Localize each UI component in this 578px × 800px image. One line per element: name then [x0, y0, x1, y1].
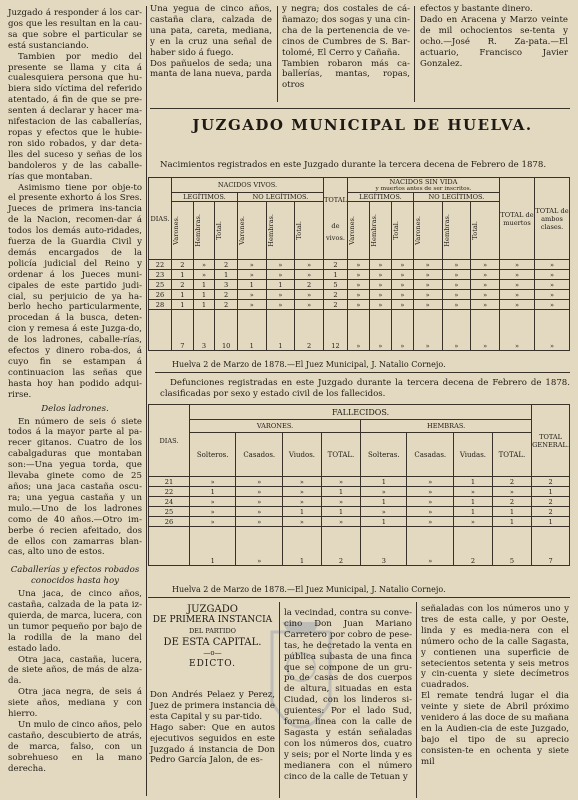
paragraph: Tambien por medio del presente se llama y cita á cualesquiera persona que hu-biera sido víctima del referido atentado, á fin de que se pre-senten á declarar y hacer ma-nifestacion de las caballerías, ropas y efectos que le hubie-ron sido robados, y dar deta-lles del suceso y señas de los bandoleros y de las caballe-rías que montaban. — [8, 51, 142, 182]
table-cell: » — [454, 517, 493, 527]
table-cell: » — [190, 507, 236, 517]
table-cell: 1 — [237, 310, 266, 351]
deaths-subheader: TOTAL. — [321, 433, 360, 477]
table-cell: » — [471, 270, 500, 280]
births-subheader: Varones. — [237, 202, 266, 260]
table-cell: » — [471, 260, 500, 270]
table-cell: » — [369, 280, 391, 290]
births-row — [149, 300, 570, 310]
paragraph: Otra jaca, castaña, lucera, de siete años, de más de alza-da. — [8, 654, 142, 687]
table-cell: » — [236, 507, 283, 517]
deaths-header-dias: DIAS. — [149, 405, 190, 477]
table-cell: 1 — [321, 487, 360, 497]
deaths-subheader: TOTAL. — [492, 433, 531, 477]
table-cell: 2 — [295, 310, 324, 351]
table-cell: » — [407, 477, 454, 487]
births-header-total-vivos: TOTAL de vivos. — [323, 178, 347, 260]
table-cell: » — [535, 280, 570, 290]
table-cell: 2 — [323, 290, 347, 300]
table-cell: » — [500, 270, 535, 280]
table-cell: » — [413, 310, 442, 351]
births-subheader: Total. — [215, 202, 238, 260]
deaths-intro: Defunciones registradas en este Juzgado durante la tercera decena de Febrero de 1878. clasificadas por sexo y estado civil de los fallecidos. — [160, 378, 570, 399]
table-cell: 1 — [283, 507, 322, 517]
table-cell: » — [535, 300, 570, 310]
table-cell: 1 — [266, 310, 295, 351]
edict-title-capital: DE ESTA CAPITAL. — [163, 637, 262, 648]
births-row — [149, 290, 570, 300]
table-cell: » — [500, 290, 535, 300]
table-cell: 1 — [361, 477, 407, 487]
table-cell: 1 — [532, 517, 570, 527]
table-cell: » — [347, 310, 369, 351]
column-rule-top-1 — [277, 6, 278, 102]
paragraph: En número de seis ó siete todos á la mayor parte al pa-recer gitanos. Cuatro de los cabalgaduras que montaban son:—Una yegua torda, que llevaba ginete como de 25 años; una jaca castaña oscu-ra; una yegua castaña y un mulo.—Uno de los ladrones como de 40 años.—Otro im-berbe ó recien afeitado, dos de ellos con zamarras blan-cas, alto uno de estos. — [8, 416, 142, 558]
table-cell: » — [454, 487, 493, 497]
births-subheader: Hembras. — [369, 202, 391, 260]
births-header-dias: DIAS. — [149, 178, 172, 260]
table-cell: 26 — [149, 517, 190, 527]
table-cell: » — [492, 487, 531, 497]
table-cell: 5 — [323, 280, 347, 290]
deaths-table — [148, 404, 570, 566]
table-cell: » — [391, 260, 413, 270]
edict-title-edicto: EDICTO. — [189, 659, 236, 669]
top-column-2: Una yegua de cinco años, castaña clara, calzada de una pata, careta, mediana, y en la cruz una señal de haber sido á fuego. Dos pañuelos de seda; una manta de lana nueva, parda — [150, 4, 272, 80]
deaths-row — [149, 477, 570, 487]
paragraph: Juzgado á responder á los car-gos que les resultan en la cau-sa que sobre el particular se está sustanciando. — [8, 8, 142, 51]
deaths-row — [149, 517, 570, 527]
deaths-underline — [148, 597, 570, 598]
table-cell: » — [361, 487, 407, 497]
heading-ladrones: Delos ladrones. — [41, 403, 109, 414]
births-header-total-muertos: TOTAL de muertos — [500, 178, 535, 260]
table-cell: 2 — [323, 300, 347, 310]
table-cell: » — [283, 497, 322, 507]
table-cell: » — [442, 300, 471, 310]
table-cell: 1 — [193, 300, 215, 310]
table-cell: 1 — [283, 527, 322, 566]
bottom-column-3: la vecindad, contra su conve-cino Don Juan Mariano Carretero por cobro de pese-tas, he decretado la venta en pública subasta de una finca que se compone de un gru-po de casas de dos cuerpos de altura, situadas en esta Ciudad, con los linderos si-guientes: Por el lado Sud, forma linea con la calle de Sagasta y están señaladas con los números dos, cuatro y seis; por el Norte linda y es medianera con el número cinco de la calle de Tetuan y — [284, 608, 412, 782]
table-cell: » — [361, 507, 407, 517]
table-cell: » — [190, 517, 236, 527]
table-cell: 2 — [215, 300, 238, 310]
table-cell: » — [442, 260, 471, 270]
table-cell: » — [347, 270, 369, 280]
table-cell: » — [321, 517, 360, 527]
paragraph: Un mulo de cinco años, pelo castaño, descubierto de atrás, de marca, falso, con un sobrehueso en la mano derecha. — [8, 720, 142, 774]
table-cell: 1 — [492, 517, 531, 527]
top-column-3: y negra; dos costales de cá-ñamazo; dos sogas y una cin-cha de la pertenencia de ve-cinos de Cumbres de S. Bar-tolomé, El Cerro y Cañaña. Tambien robaron más ca-ballerías, mantas, ropas, otros — [282, 4, 410, 91]
deaths-row — [149, 487, 570, 497]
births-row — [149, 260, 570, 270]
paragraph: Una jaca, de cinco años, castaña, calzada de la pata iz-quierda, de marca, lucera, con un tumor pequeño por bajo de la rodilla de la mano del estado lado. — [8, 589, 142, 654]
table-cell: 2 — [323, 260, 347, 270]
table-cell: » — [236, 527, 283, 566]
table-cell: 1 — [172, 270, 194, 280]
deaths-subheader: Viudas. — [454, 433, 493, 477]
table-cell: » — [266, 260, 295, 270]
deaths-subheader: Solteros. — [190, 433, 236, 477]
table-cell: 2 — [492, 497, 531, 507]
paragraph: Otra jaca negra, de seis á siete años, mediana y con hierro. — [8, 687, 142, 720]
table-cell: 1 — [190, 527, 236, 566]
table-cell: 2 — [532, 507, 570, 517]
table-cell: » — [295, 260, 324, 270]
table-cell: 2 — [215, 260, 238, 270]
table-cell: » — [236, 477, 283, 487]
table-cell: » — [236, 497, 283, 507]
edict-body: Don Andrés Pelaez y Perez, Juez de primera instancia de esta Capital y su par-tido. Hago saber: Que en autos ejecutivos seguidos en este Juzgado á instancia de Don Pedro García Jalon, de es- — [150, 690, 276, 766]
table-cell: » — [442, 310, 471, 351]
table-cell — [149, 310, 172, 351]
bottom-column-4: señaladas con los números uno y tres de esta calle, y por Oeste, linda y es media-nera con el número ocho de la calle Sagasta, y contienen una superficie de setecientos setenta y seis metros y cin-cuenta y siete decímetros cuadrados. El remate tendrá lugar el dia veinte y siete de Abril próximo venidero á las doce de su mañana en la Audien-cia de este Juzgado, bajo el tipo de su aprecio consisten-te en ochenta y siete mil — [421, 604, 569, 767]
column-rule-left — [146, 6, 147, 796]
births-subheader: Varones. — [172, 202, 194, 260]
table-cell: 2 — [321, 527, 360, 566]
table-cell: » — [391, 290, 413, 300]
table-cell: 2 — [172, 260, 194, 270]
table-cell: 2 — [215, 290, 238, 300]
births-table — [148, 177, 570, 351]
table-cell: 1 — [266, 280, 295, 290]
table-cell: » — [266, 290, 295, 300]
table-cell: 1 — [361, 497, 407, 507]
table-cell: » — [391, 270, 413, 280]
births-subheader: Hembras. — [193, 202, 215, 260]
table-cell: 10 — [215, 310, 238, 351]
table-cell: » — [237, 270, 266, 280]
table-cell: » — [295, 270, 324, 280]
left-column-bottom-text — [8, 589, 142, 774]
births-row — [149, 270, 570, 280]
table-cell: » — [500, 300, 535, 310]
table-cell: 1 — [215, 270, 238, 280]
table-cell: » — [442, 280, 471, 290]
table-cell: 1 — [321, 507, 360, 517]
deaths-subheader: Casadas. — [407, 433, 454, 477]
table-cell: 2 — [492, 477, 531, 487]
table-cell: 2 — [454, 527, 493, 566]
table-cell: » — [391, 310, 413, 351]
deaths-header-hembras: HEMBRAS. — [361, 420, 532, 433]
table-cell: » — [442, 290, 471, 300]
table-cell: » — [407, 487, 454, 497]
table-cell: » — [321, 497, 360, 507]
table-cell: 2 — [532, 497, 570, 507]
table-cell: » — [237, 260, 266, 270]
births-header-legit: LEGÍTIMOS. — [172, 193, 238, 202]
table-cell: 1 — [454, 507, 493, 517]
table-cell: » — [407, 507, 454, 517]
table-cell: » — [347, 300, 369, 310]
births-subheader: Hembras. — [442, 202, 471, 260]
table-cell: 1 — [454, 477, 493, 487]
births-subheader: Total. — [295, 202, 324, 260]
births-subheader: Varones. — [347, 202, 369, 260]
table-cell: 25 — [149, 507, 190, 517]
births-signature: Huelva 2 de Marzo de 1878.—El Juez Municipal, J. Natalio Cornejo. — [172, 360, 446, 369]
table-cell: 3 — [361, 527, 407, 566]
births-header-legit-2: LEGÍTIMOS. — [347, 193, 413, 202]
deaths-header-fallecidos: FALLECIDOS. — [190, 405, 532, 420]
table-cell: » — [266, 300, 295, 310]
table-cell: » — [413, 280, 442, 290]
table-cell: 22 — [149, 487, 190, 497]
paragraph: Asimismo tiene por obje-to el presente exhorto á los Sres. Jueces de primera ins-tancia de la Nacion, recomen-dar á todos los demás auto-ridades, fuerza de la Guardia Civil y demás encargados de la policía judicial del Reino y ordenar á los Jueces muni-cipales de este partido judi-cial, su perjuicio de ya ha-berlo hecho particularmente, procedan á la busca, deten-cion y remesa á este Juzga-do, de los ladrones, caballe-rías, efectos y dinero roba-dos, á cuyo fin se estampan á continuacion las señas que hasta hoy han podido adqui-rirse. — [8, 182, 142, 400]
column-rule-top-2 — [414, 6, 415, 102]
table-cell: » — [407, 497, 454, 507]
table-cell: 2 — [295, 280, 324, 290]
edict-title-partido: DEL PARTIDO — [188, 627, 237, 635]
table-cell: » — [369, 310, 391, 351]
deaths-subheader: Solteras. — [361, 433, 407, 477]
births-header-total-ambos: TOTAL de ambos clases. — [535, 178, 570, 260]
table-cell: » — [190, 497, 236, 507]
deaths-totals-row — [149, 527, 570, 566]
deaths-subheader: Casados. — [236, 433, 283, 477]
births-totals-row — [149, 310, 570, 351]
table-cell: » — [369, 290, 391, 300]
table-cell: » — [500, 280, 535, 290]
births-header-nolegit: NO LEGÍTIMOS. — [237, 193, 323, 202]
table-cell: » — [535, 310, 570, 351]
table-cell: 1 — [454, 497, 493, 507]
table-cell: » — [236, 517, 283, 527]
table-cell: 24 — [149, 497, 190, 507]
table-cell — [149, 527, 190, 566]
table-cell: » — [471, 310, 500, 351]
table-cell: » — [236, 487, 283, 497]
births-header-sinvida: NACIDOS SIN VIDA y muertos antes de ser inscritos. — [347, 178, 499, 193]
table-cell: 26 — [149, 290, 172, 300]
table-cell: » — [369, 270, 391, 280]
edict-header: JUZGADO DE PRIMERA INSTANCIA DEL PARTIDO DE ESTA CAPITAL. —o— EDICTO. — [150, 604, 275, 670]
table-cell: » — [237, 290, 266, 300]
left-column-top-text — [8, 8, 142, 401]
section-rule-top — [150, 108, 570, 109]
deaths-header-total-general: TOTAL GENERAL. — [532, 405, 570, 477]
edict-title-instancia: DE PRIMERA INSTANCIA — [152, 615, 273, 625]
table-cell: 1 — [532, 487, 570, 497]
births-subheader: Total. — [471, 202, 500, 260]
table-cell: 1 — [193, 280, 215, 290]
deaths-subheader: Viudos. — [283, 433, 322, 477]
table-cell: » — [369, 300, 391, 310]
births-header-nolegit-2: NO LEGÍTIMOS. — [413, 193, 499, 202]
table-cell: 2 — [172, 280, 194, 290]
table-cell: » — [295, 300, 324, 310]
table-cell: 1 — [492, 507, 531, 517]
table-cell: 7 — [532, 527, 570, 566]
births-intro: Nacimientos registrados en este Juzgado durante la tercera decena de Febrero de 1878. — [160, 160, 547, 170]
table-cell: » — [413, 270, 442, 280]
table-cell: » — [471, 290, 500, 300]
table-cell: » — [193, 270, 215, 280]
column-rule-bottom-2 — [416, 602, 417, 798]
table-cell: 28 — [149, 300, 172, 310]
table-cell: 1 — [172, 300, 194, 310]
table-cell: » — [500, 260, 535, 270]
births-header-vivos: NACIDOS VIVOS. — [172, 178, 324, 193]
table-cell: » — [391, 280, 413, 290]
top-column-4: efectos y bastante dinero. Dado en Aracena y Marzo veinte de mil ochocientos se-tenta y ocho.—José R. Za-pata.—El actuario, Francisco Javier Gonzalez. — [420, 4, 568, 69]
table-cell: » — [413, 290, 442, 300]
births-subheader: Varones. — [413, 202, 442, 260]
births-underline — [155, 372, 570, 373]
table-cell: » — [283, 477, 322, 487]
edict-title-juzgado: JUZGADO — [187, 604, 238, 615]
table-cell: » — [442, 270, 471, 280]
table-cell: » — [535, 270, 570, 280]
table-cell: » — [407, 527, 454, 566]
table-cell: » — [391, 300, 413, 310]
births-subheader: Hembras. — [266, 202, 295, 260]
deaths-signature: Huelva 2 de Marzo de 1878.—El Juez Municipal, J. Natalio Cornejo. — [172, 585, 446, 594]
table-cell: 7 — [172, 310, 194, 351]
table-cell: » — [535, 290, 570, 300]
table-cell: 23 — [149, 270, 172, 280]
table-cell: » — [295, 290, 324, 300]
section-title: JUZGADO MUNICIPAL DE HUELVA. — [192, 116, 533, 134]
left-column — [8, 8, 142, 775]
table-cell: » — [471, 300, 500, 310]
table-cell: » — [321, 477, 360, 487]
table-cell: » — [369, 260, 391, 270]
table-cell: 5 — [492, 527, 531, 566]
table-cell: » — [500, 310, 535, 351]
table-cell: » — [283, 487, 322, 497]
table-cell: 1 — [190, 487, 236, 497]
table-cell: » — [237, 300, 266, 310]
table-cell: » — [347, 280, 369, 290]
table-cell: » — [347, 260, 369, 270]
table-cell: 3 — [215, 280, 238, 290]
table-cell: » — [535, 260, 570, 270]
births-row — [149, 280, 570, 290]
table-cell: 1 — [172, 290, 194, 300]
table-cell: 21 — [149, 477, 190, 487]
table-cell: » — [193, 260, 215, 270]
deaths-row — [149, 507, 570, 517]
left-column-mid-text — [8, 417, 142, 559]
table-cell: 1 — [237, 280, 266, 290]
table-cell: » — [347, 290, 369, 300]
table-cell: 1 — [193, 290, 215, 300]
table-cell: » — [190, 477, 236, 487]
table-cell: 25 — [149, 280, 172, 290]
table-cell: » — [283, 517, 322, 527]
heading-caballerias: Caballerías y efectos robados conocidos hasta hoy — [10, 565, 140, 587]
table-cell: 3 — [193, 310, 215, 351]
table-cell: » — [471, 280, 500, 290]
table-cell: 22 — [149, 260, 172, 270]
table-cell: 2 — [532, 477, 570, 487]
table-cell: » — [413, 300, 442, 310]
table-cell: » — [407, 517, 454, 527]
births-subheader: Total. — [391, 202, 413, 260]
deaths-row — [149, 497, 570, 507]
table-cell: 1 — [361, 517, 407, 527]
table-cell: 1 — [323, 270, 347, 280]
table-cell: » — [266, 270, 295, 280]
table-cell: » — [413, 260, 442, 270]
table-cell: 12 — [323, 310, 347, 351]
deaths-header-varones: VARONES. — [190, 420, 361, 433]
